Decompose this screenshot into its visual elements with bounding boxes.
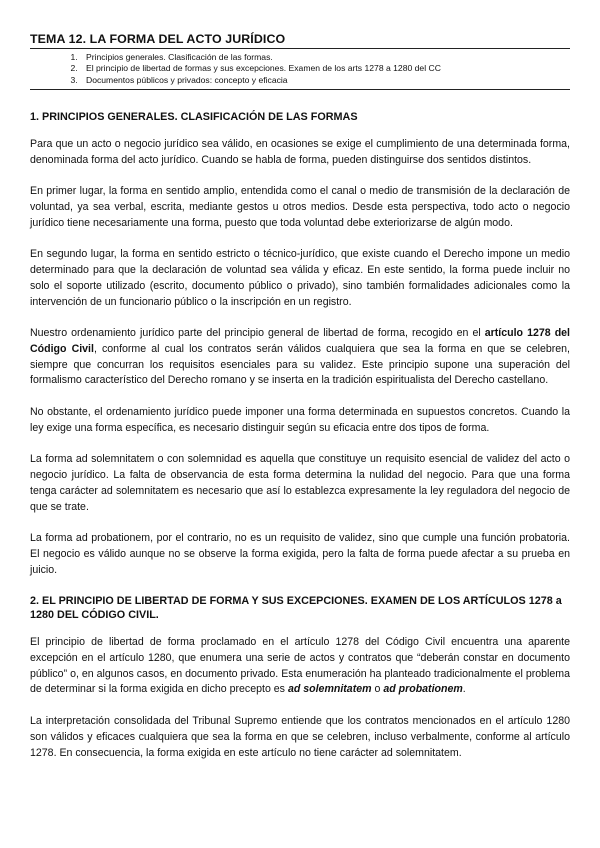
section-2-heading: 2. EL PRINCIPIO DE LIBERTAD DE FORMA Y SUS EXCEPCIONES. EXAMEN DE LOS ARTÍCULOS 1278 a 1280 DEL CÓDIGO CIVIL. (30, 595, 562, 622)
article-1278-reference: artículo 1278 del Código Civil (30, 327, 570, 355)
paragraph-text: , conforme al cual los contratos serán válidos cualquiera que sea la forma en que se celebren, siempre que concurran los requisitos esenciales para su validez. Este principio supone una superación del formalismo característico del Derecho romano y se inserta en la tradición espiritualista del Derecho castellano. (30, 342, 570, 387)
section-1-paragraph (30, 326, 570, 389)
document-title: TEMA 12. LA FORMA DEL ACTO JURÍDICO (30, 32, 286, 46)
section-1-paragraph: En primer lugar, la forma en sentido amplio, entendida como el canal o medio de transmisión de la declaración de voluntad, ya sea verbal, escrita, mediante gestos u otros medios. Desde esta perspectiva, todo acto o negocio jurídico tiene necesariamente una forma, puesto que toda voluntad debe exteriorizarse de algún modo. (30, 185, 570, 229)
section-1-paragraph: En segundo lugar, la forma en sentido estricto o técnico-jurídico, que existe cuando el Derecho impone un medio determinado para que la declaración de voluntad sea válida y eficaz. En este sentido, la forma puede incluir no solo el soporte utilizado (escrito, documento público o privado), sino también formalidades adicionales como la intervención de un funcionario público o la inscripción en un registro. (30, 248, 570, 308)
paragraph-text: El principio de libertad de forma proclamado en el artículo 1278 del Código Civil encuentra una aparente excepción en el artículo 1280, que enumera una serie de actos y contratos que “deberán constar en documento público” o, en algunos casos, en documento privado. Esta enumeración ha planteado tradicionalmente el problema de determinar si la forma exigida en dicho precepto es (30, 636, 570, 696)
ad-solemnitatem-term: ad solemnitatem (287, 683, 372, 696)
section-1-paragraph: La forma ad probationem, por el contrario, no es un requisito de validez, sino que cumple una función probatoria. El negocio es válido aunque no se observe la forma exigida, pero la falta de forma puede afectar a su prueba en juicio. (30, 532, 570, 576)
toc-item: 2. El principio de libertad de formas y sus excepciones. Examen de los arts 1278 a 1280 del CC (80, 63, 570, 74)
paragraph-text: . (462, 683, 466, 696)
toc-item: 1. Principios generales. Clasificación de las formas. (80, 52, 570, 63)
toc-item: 3. Documentos públicos y privados: concepto y eficacia (80, 75, 570, 86)
table-of-contents (30, 48, 570, 90)
section-2-paragraph (30, 635, 570, 698)
section-1-heading: 1. PRINCIPIOS GENERALES. CLASIFICACIÓN DE LAS FORMAS (30, 110, 358, 123)
ad-probationem-term: ad probationem (383, 683, 463, 696)
section-1-paragraph: La forma ad solemnitatem o con solemnidad es aquella que constituye un requisito esencial de validez del acto o negocio jurídico. La falta de observancia de esta forma determina la nulidad del negocio. Para que una forma tenga carácter ad solemnitatem es necesario que así lo establezca expresamente la ley reguladora del negocio de que se trate. (30, 453, 570, 513)
paragraph-text: o (371, 683, 384, 696)
section-1-paragraph: No obstante, el ordenamiento jurídico puede imponer una forma determinada en supuestos concretos. Cuando la ley exige una forma específica, es necesario distinguir según su eficacia entre dos tipos de forma. (30, 406, 570, 434)
paragraph-text: Nuestro ordenamiento jurídico parte del principio general de libertad de forma, recogido en el (30, 327, 485, 340)
section-2-paragraph: La interpretación consolidada del Tribunal Supremo entiende que los contratos mencionados en el artículo 1280 son válidos y eficaces cualquiera que sea la forma en que se celebren, incluso verbalmente, conforme al artículo 1278. En consecuencia, la forma exigida en este artículo no tiene carácter ad solemnitatem. (30, 715, 570, 759)
section-1-paragraph: Para que un acto o negocio jurídico sea válido, en ocasiones se exige el cumplimiento de una determinada forma, denominada forma del acto jurídico. Cuando se habla de forma, pueden distinguirse dos sentidos distintos. (30, 137, 570, 166)
